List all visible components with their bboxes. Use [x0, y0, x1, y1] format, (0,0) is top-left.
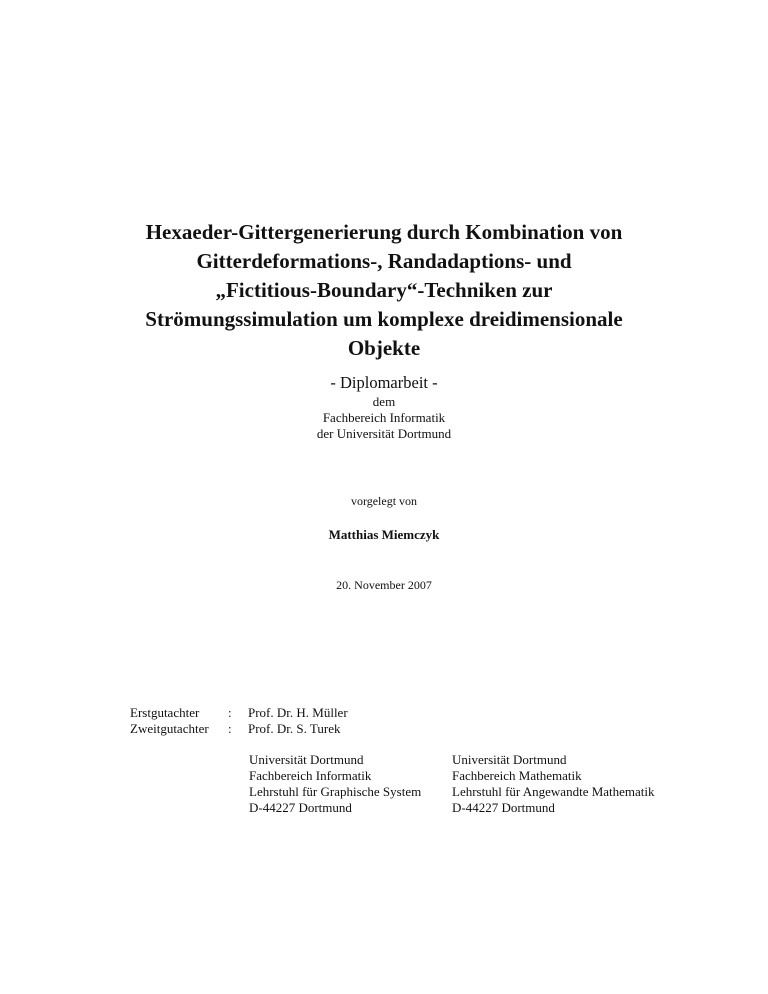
author-name: Matthias Miemczyk	[328, 527, 440, 542]
department: Fachbereich Informatik	[322, 410, 446, 425]
affiliation-line: D-44227 Dortmund	[452, 800, 555, 815]
affiliation-line: Universität Dortmund	[249, 752, 364, 767]
reviewer-name: Prof. Dr. S. Turek	[248, 721, 341, 736]
affiliation-line: Fachbereich Mathematik	[452, 768, 582, 783]
affiliation-line: D-44227 Dortmund	[249, 800, 352, 815]
submission-date: 20. November 2007	[336, 578, 432, 592]
title-line: Strömungssimulation um komplexe dreidimensionale	[145, 307, 623, 331]
affiliation-line: Fachbereich Informatik	[249, 768, 372, 783]
thesis-subtitle	[0, 373, 768, 442]
thesis-title	[100, 218, 668, 363]
title-line: Objekte	[347, 336, 421, 360]
dem-label: dem	[372, 394, 396, 409]
reviewers-block	[130, 705, 348, 737]
reviewer-row	[130, 705, 348, 721]
affiliation-first-reviewer	[249, 752, 421, 816]
title-line: „Fictitious-Boundary“-Techniken zur	[215, 278, 553, 302]
reviewer-role: Erstgutachter	[130, 705, 200, 720]
title-line: Hexaeder-Gittergenerierung durch Kombination von	[145, 220, 623, 244]
affiliation-second-reviewer	[452, 752, 655, 816]
thesis-type: - Diplomarbeit -	[330, 373, 438, 392]
submitted-by-label: vorgelegt von	[350, 494, 418, 508]
title-line: Gitterdeformations-, Randadaptions- und	[196, 249, 572, 273]
reviewer-name: Prof. Dr. H. Müller	[248, 705, 348, 720]
affiliation-line: Lehrstuhl für Graphische System	[249, 784, 422, 799]
affiliation-line: Lehrstuhl für Angewandte Mathematik	[452, 784, 655, 799]
reviewer-colon: :	[228, 705, 232, 720]
university: der Universität Dortmund	[316, 426, 452, 441]
reviewer-row	[130, 721, 348, 737]
affiliation-line: Universität Dortmund	[452, 752, 567, 767]
reviewer-role: Zweitgutachter	[130, 721, 209, 736]
reviewer-colon: :	[228, 721, 232, 736]
